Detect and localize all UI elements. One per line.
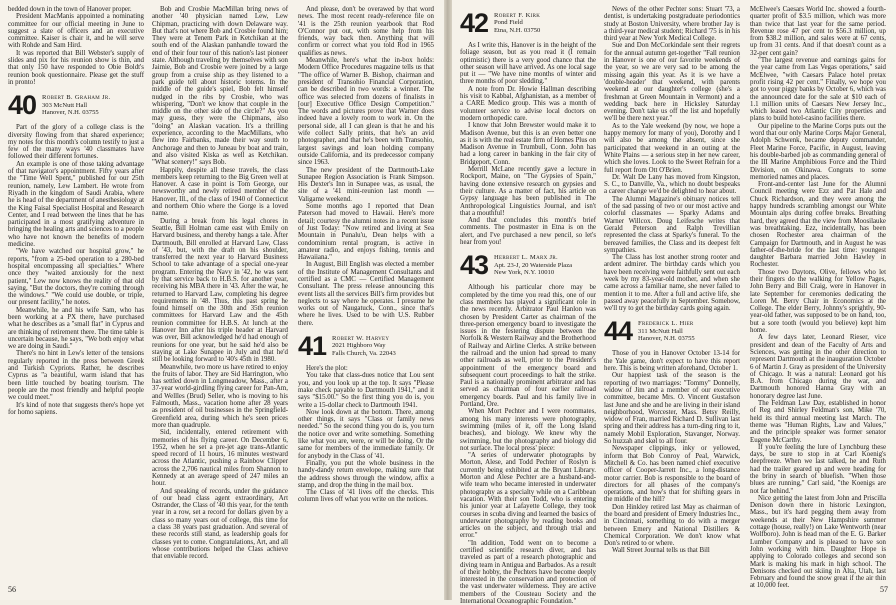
paragraph: Dr. Walt De Lany has moved from Kingston, S. C., to Danville, Va., which no doubt bespeaks a career change we'd be delighted to hear about. (604, 173, 740, 196)
class-entry-header (460, 252, 596, 279)
class-secretary-address (638, 318, 695, 342)
paragraph: Now look down at the bottom. There, among other things, it says "Class or family news needed." So the second thing you do is, you turn the notice over and write something. Something like what you are, were, or will be doing. Or the same for members of the immediate family. Or for anybody in the Class of '41. (298, 408, 434, 460)
class-secretary-address (42, 92, 110, 116)
paragraph: If you're feeling the lure of Lynchburg these days, be sure to stop in at Carl Koenig's deepfreeze. When we last talked, he and Ruth had the trailer geared up and were heading for the briny in search of bluefish. "When those blues are running," Carl said, "the Koenigs are not far behind." (750, 443, 886, 495)
page-number-left: 56 (8, 585, 16, 594)
class-entry-header (298, 333, 434, 360)
paragraph: bedded down in the town of Hanover proper. (8, 6, 132, 13)
paragraph: Nice getting the latest from John and Priscilla Denison down there in historic Lexington, Mass., but it's hard pegging them away from weekends at their New Hampshire summer cottage (house, really!) on Lake Wentworth (near Wolfboro). John is head man of the E. G. Barker Lumber Company and is pleased to have son John working with him. Daughter Hope is applying to Colorado colleges and second son Mark is making his mark in high school. The Denisons checked out skiing in Alta, Utah, last February and found the snow great if the air thin at 10,000 feet. (750, 494, 886, 590)
secretary-street: 311 McNutt Hall (638, 327, 683, 335)
secretary-city: Falls Church, Va. 22043 (332, 349, 396, 357)
class-number: 42 (460, 8, 489, 38)
left-page (0, 0, 444, 600)
paragraph: Meanwhile, here's what the in-box holds: Modern Office Procedures magazine tells us that "The office of Warner B. Bishop, chairman and president of Transohio Financial Corporation, can be described in two words: a winner. The office was selected from dozens of finalists in [our] Executive Office Design Competition." The words and pictures prove that Warner does indeed have a lovely room to work in. On the personal side, all I can glean is that he and his wife collect Sally prints, that he's an avid photographer, and that he's been with Transohio, largest savings and loan holding company outside California, and its predecessor company since 1963. (298, 57, 434, 167)
paragraph: You take that class-dues notice that Lou sent you, and you look up at the top. It says "Please make check payable to Dartmouth 1941," and it says "$15.00." So the first thing you do is, you write a 15-dollar check to Dartmouth 1941. (298, 372, 434, 409)
paragraph: And please, don't be overawed by that word news. The most recent ready-reference file on '41 is the 25th reunion yearbook that Rod O'Connor put out, with some help from his friends, way back then. Anything that will confirm or correct what you told Rod in 1965 qualifies as news. (298, 6, 434, 57)
paragraph: And that concludes this month's brief comments. The postmaster in Etna is on the alert, and I've purchased a new pencil, so let's hear from you! (460, 217, 596, 247)
class-number: 44 (604, 316, 633, 347)
paragraph: Part of the glory of a college class is the diversity flowing from that shared experience; my notes for this month's column testify to just a few of the many ways '40 classmates have followed their different fortunes. (8, 124, 144, 161)
paragraph: Some months ago I reported that Dean Paterson had moved to Hawaii. Here's more detail; courtesy the alumni notes in a recent issue of Just Today: "Now retired and living at Sea Mountain in Punalu'u, Dean helps with a condominium rental program, is active in amateur radio, and enjoys fishing, tennis and Hawaiiana." (298, 203, 434, 262)
secretary-street: Apt. 23-J, 20 Waterside Plaza (494, 261, 573, 269)
paragraph: Although his particular chore may be completed by the time you read this, one of our class members has played a significant role in the news recently. Arbitrator Paul Hanlon was chosen by President Carter as chairman of the three-person emergency board to investigate the issues in the festering dispute between the Norfolk & Western Railway and the Brotherhood of Railway and Airline Clerks. A strike between the railroad and the union had spread to many other railroads as well, prior to the President's appointment of the emergency board and subsequent court proceedings to halt the strike. Paul is a nationally prominent arbitrator and has served as chairman of four earlier railroad emergency boards. Paul and his family live in Portland, Ore. (460, 284, 596, 409)
paragraph: The Feldman Law Day, established in honor of Reg and Shirley Feldman's son, Mike '70, held its third annual meeting last March. The theme was "Human Rights, Law and Values," and the principle speaker was former senator Eugene McCarthy. (750, 400, 886, 444)
class-secretary-address (494, 10, 540, 34)
paragraph: When Mort Pechter and I were roommates, among his many interests were photography, swimming (miles of it, off the Long Island beaches), and biology. We knew why the swimming, but the photography and biology did not surface. The local press' piece: (460, 408, 596, 452)
paragraph: Sid, incidentally, entered retirement with memories of his flying career. On December 6, 1952, when he set a pre-jet age trans-Atlantic speed record of 11 hours, 16 minutes westward across the Atlantic, pushing a Rainbow Clipper across the 2,706 nautical miles from Shannon to Kennedy at an average speed of 247 miles an hour. (152, 429, 288, 488)
paragraph: There's no hint in Lew's letter of the tensions regularly reported in the press between Greek and Turkish Cypriots. Rather, he describes Cyprus as "a beautiful, warm island that has been little touched by boating tourism. The people are the most friendly and helpful people we could meet." (8, 350, 144, 402)
secretary-city: Hanover, N.H. 03755 (638, 335, 695, 343)
right-col-3 (750, 6, 886, 590)
right-col-2 (604, 6, 740, 576)
secretary-name: Frederick L. Hier (638, 320, 694, 328)
paragraph: Happily, despite all these travels, the class members keep returning to the Big Green well at Hanover. A case in point is Tom George, our newsworthy and newly retired member of the Hanover, Ill., of the class of 1940 of Connecticut and northern Ohio where the Gorge is a loved name. (152, 166, 288, 218)
paragraph: A few days later, Leonard Rieser, vice president and dean of the Faculty of Arts and Sciences, was getting in the other direction to represent Dartmouth at the inauguration October 6 of Martin J. Gray as president of the University of Chicago. It was a natural: Leonard got his B.A. from Chicago during the war, and Dartmouth honored Hanna Gray with an honorary degree last June. (750, 334, 886, 400)
class-number: 43 (460, 250, 489, 281)
class-secretary-address (332, 333, 396, 357)
paragraph: Here's the plot: (306, 365, 348, 373)
class-entry-header (460, 10, 596, 37)
class-secretary-address (494, 252, 572, 276)
paragraph: News of the other Pechter sons: Stuart '73, a dentist, is undertaking postgraduate periodontics study at Boston University, where brother Jay is a third-year medical student; Richard '75 is in his third year at New York Medical College. (604, 6, 740, 43)
paragraph: It was reported that Bill Webster's supply of slides and pix for his reunion show is thin, and that only 150 have responded to Obie Boldt's reunion book questionnaire. Please get the stuff in pronto! (8, 49, 144, 86)
paragraph: I know that John Brewster would make it to Madison Avenue, but this is an even better one as it is with the real estate firm of Homes Plus on Madison Avenue in Trumbull, Conn. John has had a long career in banking in the fair city of Bridgeport, Conn. (460, 122, 596, 166)
paragraph: Our happiest task of the season is the reporting of two marriages: "Tommy" Donnelly, widow of Jim and a member of our executive committee, became Mrs. O. Vincent Gustafson last June and she and he are living in their island neighborhood, Worcester, Mass. Betsy Reilly, widow of Fran, married Richard D. Sullivan last spring and their address has a turn-ding ring to it, namely Mobil Exploration, Stavanger, Norway. So huzzah and skøl to all four. (604, 372, 740, 446)
paragraph: It's kind of note that suggests there's hope yet for homo sapiens. (8, 401, 144, 416)
secretary-city: Hanover, N.H. 03755 (42, 108, 99, 116)
paragraph: The Class has lost another strong rooter and ardent admirer. The birthday cards which you have been receiving were faithfully sent out each week by my 83-year-old mother, and when she came across a familiar name, she never failed to mention it to me. After a full and active life, she passed away peacefully in September. Somehow, we'll try to get the birthday cards going again. (604, 254, 740, 313)
class-number: 40 (8, 90, 37, 121)
paragraph: Those two Daytons, Olive, fellows who let their fingers do the walking for Yellow Pages, John Berry and Bill Craig, were in Hanover in late September for ceremonies dedicating the Loren M. Berry Chair in Economics at the College. The elder Berry, Johnny's sprightly, 90-year-old father, was supposed to be on hand, too, but a sore tooth (would you believe) kept him home. (750, 268, 886, 335)
secretary-name: Robert W. Harvey (332, 335, 390, 343)
paragraph: The Alumni Magazine's obituary notices tell of the sad passing of two or our most active and colorful classmates — Sparky Adams and Warner Willcox. Doug Leifesche writes that Gerald Peterson and Ralph Trevillian represented the class at Sparky's funeral. To the bereaved families, the Class and its deepest felt sympathies. (604, 195, 740, 254)
paragraph: Merrill McLane recently gave a lecture in Rockport, Maine, on "The Gypsies of Spain," having done extensive research on gypsies and their culture. As a matter of fact, his article on Gypsy language has been published in The Anthropological Linguistics Journal, and isn't that a mouthful! (460, 166, 596, 217)
secretary-city: New York, N.Y. 10010 (494, 268, 555, 276)
secretary-name: Robert B. Graham Jr. (42, 94, 111, 102)
paragraph: "A series of underwater photographs by Morton, Alese, and Todd Pechter of Roslyn is currently being exhibited at the Bryant Library. Morton and Alese Pechter are a husband-and-wife team who became interested in underwater photography as a specialty while on a Caribbean vacation. With their son Todd, who is entering his junior year at Lafayette College, they took courses in scuba diving and learned the basics of underwater photography by reading books and articles on the subject, and through trial and error." (460, 452, 596, 540)
paragraph: During a break from his legal chores in Seattle, Bill Holman came east with Emily on Harvard business, and thereby hangs a tale. After Dartmouth, Bill enrolled at Harvard Law, Class of '43, but, with the draft on his shoulder, transferred the next year to Harvard Business School to take advantage of a special one-year program. Entering the Navy in '42, he was sent by that service back to H.B.S. for another year, receiving his MBA there in '43. After the war, he returned to Harvard Law, completing his degree requirements in '48. Thus, this past spring he found himself on the 30th and 35th reunion committees for Harvard Law and the 45th reunion committee for H.B.S. At lunch at the Hanover Inn after his triple header at Harvard was over, Bill acknowledged he'd had enough of reunions for one year, but he said he'd also be staying at Lake Sunapee in July and that he'd still be looking forward to '40's 45th in 1980. (152, 217, 288, 364)
paragraph: Finally, you put the whole business in the handy-dandy return envelope, making sure that the address shows through the window, affix a stamp, and drop the thing in the mail box. (298, 459, 434, 489)
paragraph: Front-and-center last June for the Alumni Council meeting were Ezz and Pat Hale and Chuck Richardson, and they were among the happy hundreds scrambling amongst our White Mountain alps during coffee breaks. Breathing hard, they agreed that the view from Moosilauke was breathtaking. Ezz, incidentally, has been chosen Rochester area chairman of the Campaign for Dartmouth, and in August he was father-of-the-bride for the last time: youngest daughter Barbara married John Hawley in Rochester. (750, 181, 886, 269)
paragraph: McElwee's Caesars World Inc. showed a fourth-quarter profit of $3.5 million, which was more than twice that last year for the same period. Revenue rose 47 per cent to $56.3 million, up from $38.2 million, and sales were at 67 cents, up from 31 cents. And if that doesn't count as a 32-per cent gain? (750, 6, 886, 57)
paragraph: Don Hinkley retired last May as chairman of the board and president of Emery Industries Inc., in Cincinnati, something to do with a merger between Emery and National Distillers & Chemical Corporation. We don't know what Don's retired to or where. (604, 503, 740, 548)
page-number-right: 57 (880, 585, 888, 594)
paragraph: And speaking of records, under the guidance of our head class agent extraordinary, Art Ostrander, the Class of '40 this year, for the tenth year in a row, set a record for dollars given by a class so many years out of college, this time for a class 38 years past graduation. And several of these records still stand, as leadership goals for classes yet to come. Congratulations, Art, and all whose contributions helped the Class achieve that enviable record. (152, 487, 288, 561)
paragraph: As I write this, Hanover is in the height of the foliage season, but as you read it (I remain optimistic) there is a very good chance that the other season will have arrived. As one local sage put it — "We have nine months of winter and three months of poor sledding." (460, 42, 596, 86)
paragraph: A note from Dr. Howie Hallman describing his visit to Kabbal, Afghanistan, as a member of a CARE Medico group. This was a month of volunteer service to advise local doctors on modern orthopedic care. (460, 85, 596, 122)
paragraph: Our pipeline to the Marine Corps puts out the word that our only Marine Corps Major General, Adolph Schwenk, became deputy commander, Fleet Marine Force, Pacific, in August, leaving his double-barbed job as commanding general of the III Marine Amphibious Force and the Third Division, on Okinawa. Congrats to some memoried names and places. (750, 122, 886, 181)
paragraph: "We have watched our hospital grow," he reports, "from a 25-bed operation to a 280-bed hospital encompassing all specialties." Where once they "waited anxiously for the next patient," Lew now knows the reality of that old saying, "But the doctors, they're coming through the windows." "We could use double, or triple, our present facility," he notes. (8, 248, 144, 307)
secretary-city: Etna, N.H. 03750 (494, 26, 541, 34)
paragraph: Bob and Crosbie MacMillan bring news of another '40 physician named Lew, Lew Chipman, practicing with down Delaware way. But that's not where Bob and Crosbie found him; They were at Tenem Park in Ketchikan at the south end of the Alaskan panhandle toward the end of their four tour of this nation's last pioneer state. Although traveling by themselves with son Jaimie, Bob and Crosbie were joined by a large group from a cruise ship as they listened to a park guide tell about historic totems. In the middle of the guide's spiel, Bob felt himself nudged in the ribs by Crosbie, who was whispering, "Don't we know that couple in the middle on the other side of the circle?" As you may guess, they were the Chipmans, also "doing" an Alaskan vacation. It's a thrilling experience, according to the MacMillans, who flew into Fairbanks, made their way south to Anchorage and then to Juneau by boat and train, and also visited Kiska as well as Ketchikan. "What scenery!" says Bob. (152, 6, 288, 167)
paragraph: An example is one of those taking advantage of that navigator's appointment. Fifty years after the "Time Well Spent," published for our 25th reunion, namely, Lew Lambert. He wrote from Riyadh in the kingdom of Saudi Arabia, where he is head of the department of anesthesiology at the King Faisal Specialist Hospital and Research Center, and I read between the lines that he has participated in a most gratifying adventure in bringing the healing arts and sciences to a people who have not known the benefits of modern medicine. (8, 160, 144, 249)
paragraph: President MacManis appointed a nominating committee for our official meeting in June to suggest a slate of officers and an executive committee. Kaiser is chair it, and he will serve with Rohde and Sam Hird. (8, 13, 144, 50)
paragraph: As to the Yale weekend (by now, we hope a happy memory for many of you), Dorothy and I will also be among the absent, since she participated that weekend in an outing at the White Plains — a serious step in her new career, which she loves. Look to the Sweet Refrain for a full report from Ott O'Brien. (604, 122, 740, 174)
secretary-street: 303 McNutt Hall (42, 101, 88, 109)
secretary-name: Robert F. Kirk (494, 12, 541, 19)
paragraph: "In addition, Todd went on to become a certified scientific research diver, and has traveled as part of a research photographic and diving team in Antigua and Barbados. As a result of their hobby, the Pechters have become deeply interested in the conservation and protection of the vast underwater wilderness. They are active members of the Cousteau Society and the International Oceanographic Foundation." (460, 539, 596, 605)
paragraph: Wall Street Journal tells us that Bill (612, 547, 710, 555)
left-col-3 (298, 6, 434, 576)
right-col-1 (460, 6, 596, 605)
secretary-name: Herbert L. Marx Jr. (494, 254, 558, 262)
paragraph: Newspaper clippings, inky or yellowed, inform that Bob Conroy of Peal, Warwick, Mitchell & Co. has been named chief executive officer of Cooper-Jarrett Inc., a long-distance motor carrier. Bob is responsible to the board of directors for all phases of the company's operations, and how's that for shifting gears in the middle of the hill? (604, 445, 740, 504)
book-gutter (444, 0, 452, 600)
paragraph: Sue and Don McCorkindale sent their regrets for the annual autumn get-together "Fall reunion in Hanover is one of our favorite weekends of the year, so we are very sad to be among the missing again this year. As it is we have a 'double-header' that weekend, with parents weekend at our daughter's college (she's a freshman at Green Mountain in Vermont) and a wedding back here in Hicksley Saturday evening. Don't take us off the list and hopefully we'll be there next year." (604, 42, 740, 123)
paragraph: The Class of '41 lives off the checks. This column lives off what you write on the notices. (298, 489, 434, 504)
class-entry-header (8, 92, 144, 119)
secretary-street: 2021 Highboro Way (332, 342, 386, 350)
class-entry-header (604, 318, 740, 345)
right-page (452, 0, 896, 605)
paragraph: Those of you in Hanover October 13-14 for the Yale game, don't expect to have this report here. This is being written aforehand, October 1. (604, 350, 740, 373)
class-number: 41 (298, 331, 327, 362)
paragraph: The new president of the Dartmouth-Lake Sunapee Region Association is Frank Simpson. His Dexter's Inn in Sunapee was, as usual, the site of a '41 mini-reunion last month — Valigame weekend. (298, 166, 434, 203)
paragraph: In August, Bill English was elected a member of the Institute of Management Consultants and certified as a CMC — Certified Management Consultant. The press release announcing this event lists all the services Bill's firm provides but neglects to say where he operates. I presume he works out of Naugatuck, Conn., since that's where he lives. Used to be with U.S. Rubber there. (298, 261, 434, 327)
paragraph: Meanwhile, two more us have retired to enjoy the fruits of labor. They are Sid Harrington, who has settled down in Longmeadow, Mass., after a 37-year world-girdling flying career for Pan-Am, and Wellles (Brud) Seller, who is moving to his Falmouth, Mass., vacation home after 28 years as president of oil businesses in the Springfield-Greenfield area, during which he's seen prices more than quadruple. (152, 363, 288, 429)
left-col-1 (8, 6, 144, 576)
left-col-2 (152, 6, 288, 576)
paragraph: "The largest revenue and earnings gains for the year came from Las Vegas operations," said McElwee, "with Caesars Palace hotel pretax profit rising 42 per cent." Finally, we hope you got to your piggy banks by October 6, which was the announced date for the sale at $10 each of 1.1 million units of Caesars New Jersey Inc., which leased two Atlantic City properties and plans to build hotel-casino facilities there. (750, 57, 886, 123)
secretary-street: Pond Field (494, 19, 523, 27)
paragraph: Meanwhile, he and his wife Sam, who has been working at a PX there, have purchased what he describes as a "small flat" in Cyprus and are thinking of retirement there. The time table is uncertain because, he says, "We both enjoy what we are doing in Saudi." (8, 306, 144, 351)
